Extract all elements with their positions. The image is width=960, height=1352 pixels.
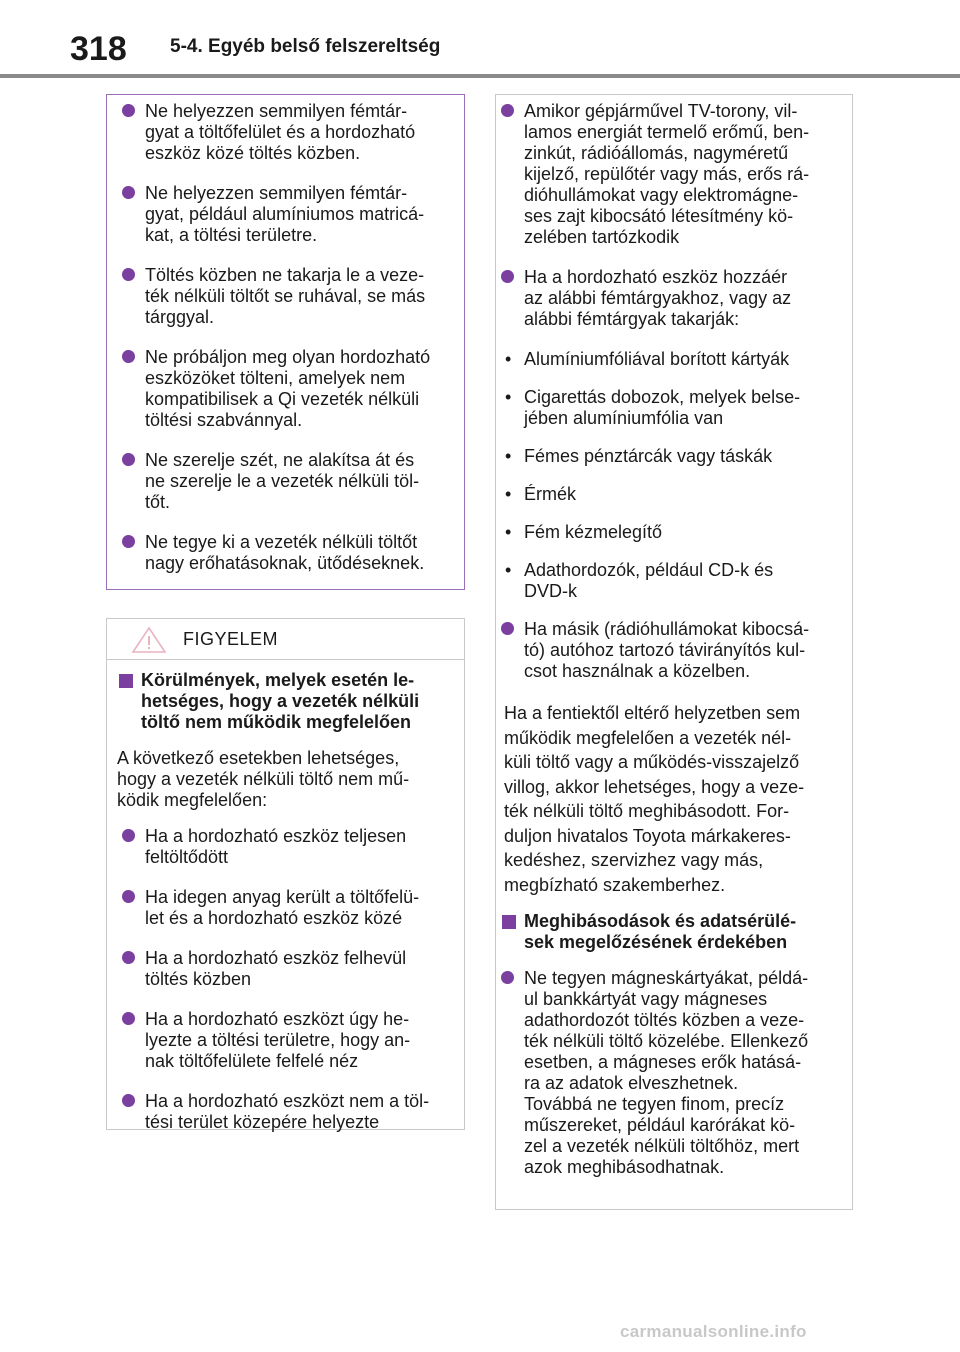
page-header	[0, 0, 960, 80]
bullet-dot-icon	[501, 971, 514, 984]
bullet-dot-icon	[122, 890, 135, 903]
bullet-dot-icon	[122, 453, 135, 466]
list-item: Ne tegye ki a vezeték nélküli töltőt nagy erőhatásoknak, ütődéseknek.	[117, 532, 452, 574]
section-heading: Meghibásodások és adatsérülé- sek megelőzésének érdekében	[496, 911, 842, 953]
list-item: Töltés közben ne takarja le a veze- ték nélküli töltőt se ruhával, se más tárggyal.	[117, 265, 452, 328]
list-item: Amikor gépjárművel TV-torony, vil- lamos energiát termelő erőmű, ben- zinkút, rádióállomás, nagyméretű kijelző, repülőtér vagy más, erős rá- dióhullámokat vagy elektromágne- ses zajt kibocsátó létesítmény kö- zelében tartózkodik	[496, 101, 842, 248]
bullet-dot-icon	[122, 350, 135, 363]
list-item: Ha idegen anyag került a töltőfelü- let és a hordozható eszköz közé	[117, 887, 452, 929]
sub-bullet: • Fémes pénztárcák vagy táskák	[505, 446, 773, 466]
bullet-dot-icon	[122, 1012, 135, 1025]
sub-bullet: • Adathordozók, például CD-k és DVD-k	[505, 560, 774, 601]
warning-heading: Körülmények, melyek esetén le- hetséges, hogy a vezeték nélküli töltő nem működik megfelelően	[117, 670, 452, 733]
bullet-dot-icon	[122, 186, 135, 199]
bullet-dot-icon	[122, 104, 135, 117]
sub-bullet: • Fém kézmelegítő	[505, 522, 663, 542]
sub-bullet: • Alumíniumfóliával borított kártyák	[505, 349, 790, 369]
section-title: 5-4. Egyéb belső felszereltség	[170, 36, 441, 57]
warning-header	[107, 619, 464, 660]
list-item: Ha a hordozható eszközt nem a töl- tési terület közepére helyezte	[117, 1091, 452, 1133]
warning-triangle-icon	[131, 626, 167, 659]
bullet-dot-icon	[122, 535, 135, 548]
list-item: Ha a hordozható eszköz hozzáér az alábbi fémtárgyakhoz, vagy az alábbi fémtárgyak takarják:	[496, 267, 842, 330]
bullet-dot-icon	[122, 829, 135, 842]
watermark: carmanualsonline.info	[620, 1322, 807, 1341]
list-item: Ha a hordozható eszközt úgy he- lyezte a töltési területre, hogy an- nak töltőfelülete felfelé néz	[117, 1009, 452, 1072]
list-item: Ha a hordozható eszköz teljesen feltöltődött	[117, 826, 452, 868]
warning-body	[107, 660, 464, 1133]
section-square-icon	[502, 915, 516, 929]
sub-bullet: • Cigarettás dobozok, melyek belse- jében alumíniumfólia van	[505, 387, 801, 428]
list-item: Ha a hordozható eszköz felhevül töltés közben	[117, 948, 452, 990]
bullet-dot-icon	[501, 270, 514, 283]
right-column-box	[495, 94, 853, 1210]
warning-title: FIGYELEM	[183, 629, 279, 649]
warning-box	[106, 618, 465, 1130]
bullet-dot-icon	[122, 1094, 135, 1107]
info-paragraph: Ha a fentiektől eltérő helyzetben sem működik megfelelően a vezeték nél- küli töltő vagy a működés-visszajelző villog, akkor lehetséges, hogy a veze- ték nélküli töltő meghibásodott. For- duljon hivatalos Toyota márkakeres- kedéshez, szervizhez vagy más, megbízható szakemberhez.	[504, 703, 805, 895]
bullet-dot-icon	[501, 622, 514, 635]
bullet-dot-icon	[122, 268, 135, 281]
list-item: Ha másik (rádióhullámokat kibocsá- tó) autóhoz tartozó távirányítós kul- csot használnak a közelben.	[496, 619, 842, 682]
list-item: Ne próbáljon meg olyan hordozható eszközöket tölteni, amelyek nem kompatibilisek a Qi vezeték nélküli töltési szabvánnyal.	[117, 347, 452, 431]
page-number: 318	[70, 30, 127, 68]
list-item: Ne szerelje szét, ne alakítsa át és ne szerelje le a vezeték nélküli töl- tőt.	[117, 450, 452, 513]
section-square-icon	[119, 674, 133, 688]
warning-intro: A következő esetekben lehetséges, hogy a vezeték nélküli töltő nem mű- ködik megfelelően:	[117, 748, 410, 810]
list-item: Ne helyezzen semmilyen fémtár- gyat a töltőfelület és a hordozható eszköz közé töltés közben.	[117, 101, 452, 164]
list-item: Ne helyezzen semmilyen fémtár- gyat, például alumíniumos matricá- kat, a töltési területre.	[117, 183, 452, 246]
header-divider	[0, 74, 960, 78]
left-notes-box	[106, 94, 465, 590]
bullet-dot-icon	[122, 951, 135, 964]
bullet-dot-icon	[501, 104, 514, 117]
sub-bullet: • Érmék	[505, 484, 577, 504]
list-item: Ne tegyen mágneskártyákat, példá- ul bankkártyát vagy mágneses adathordozót töltés közben a veze- ték nélküli töltő közelébe. Ellenkező esetben, a mágneses erők hatásá- ra az adatok elveszhetnek. Továbbá ne tegyen finom, precíz műszereket, például karórákat kö- zel a vezeték nélküli töltőhöz, mert azok meghibásodhatnak.	[496, 968, 842, 1178]
